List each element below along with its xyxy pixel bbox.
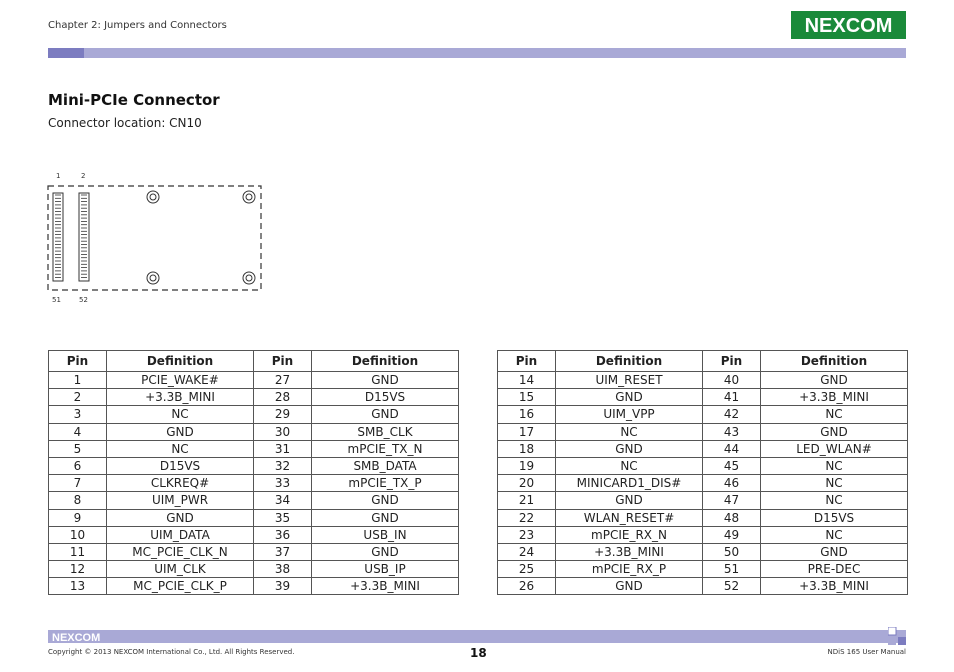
pin-definition-cell: NC: [761, 492, 908, 509]
table-row: [49, 509, 459, 526]
table-row: [49, 543, 459, 560]
mount-hole-bottom-right: [243, 272, 255, 284]
table-row: [49, 389, 459, 406]
table-row: [49, 561, 459, 578]
copyright: Copyright © 2013 NEXCOM International Co., Ltd. All Rights Reserved.: [48, 648, 295, 656]
pin-definition-cell: USB_IP: [312, 561, 459, 578]
pin-number-cell: 13: [49, 578, 107, 595]
pin-definition-cell: GND: [556, 440, 703, 457]
pin-definition-cell: GND: [556, 578, 703, 595]
pin-definition-cell: GND: [312, 543, 459, 560]
pin-number-cell: 2: [49, 389, 107, 406]
pin-definition-cell: +3.3B_MINI: [761, 389, 908, 406]
table-row: [498, 543, 908, 560]
pin-definition-cell: +3.3B_MINI: [107, 389, 254, 406]
pin-definition-cell: UIM_CLK: [107, 561, 254, 578]
pin-definition-cell: SMB_DATA: [312, 457, 459, 474]
pin-definition-cell: GND: [107, 423, 254, 440]
pin-number-cell: 11: [49, 543, 107, 560]
table-row: [498, 389, 908, 406]
header-pin: Pin: [254, 351, 312, 372]
pin-number-cell: 23: [498, 526, 556, 543]
pin-definition-cell: GND: [761, 372, 908, 389]
pin-definition-cell: GND: [107, 509, 254, 526]
footer-nexcom-logo: [52, 631, 108, 642]
pin-definition-cell: mPCIE_TX_N: [312, 440, 459, 457]
pin-definition-cell: SMB_CLK: [312, 423, 459, 440]
mount-hole-top-left: [147, 191, 159, 203]
pin-number-cell: 36: [254, 526, 312, 543]
table-row: [49, 440, 459, 457]
header-pin: Pin: [498, 351, 556, 372]
table-row: [498, 526, 908, 543]
nexcom-logo: [791, 11, 906, 39]
pin-number-cell: 39: [254, 578, 312, 595]
table-row: [49, 475, 459, 492]
pin-definition-cell: GND: [761, 423, 908, 440]
pin-number-cell: 20: [498, 475, 556, 492]
footer-logo-text: NEXCOM: [52, 632, 101, 642]
pin-definition-cell: CLKREQ#: [107, 475, 254, 492]
table-row: [49, 406, 459, 423]
logo-text: NEXCOM: [804, 15, 893, 37]
pin-number-cell: 47: [703, 492, 761, 509]
pin-number-cell: 18: [498, 440, 556, 457]
table-row: [498, 457, 908, 474]
table-row: [498, 423, 908, 440]
table-row: [498, 561, 908, 578]
pin-number-cell: 45: [703, 457, 761, 474]
pin-number-cell: 46: [703, 475, 761, 492]
pin-number-cell: 40: [703, 372, 761, 389]
pin-definition-cell: MC_PCIE_CLK_N: [107, 543, 254, 560]
pin-definition-cell: mPCIE_TX_P: [312, 475, 459, 492]
pin-definition-cell: LED_WLAN#: [761, 440, 908, 457]
header-definition: Definition: [107, 351, 254, 372]
pin-label-52: 52: [79, 296, 88, 304]
pin-label-2: 2: [81, 172, 86, 180]
table-row: [498, 492, 908, 509]
pin-number-cell: 27: [254, 372, 312, 389]
pin-definition-cell: D15VS: [761, 509, 908, 526]
mount-hole-bottom-left: [147, 272, 159, 284]
pin-number-cell: 51: [703, 561, 761, 578]
pin-number-cell: 44: [703, 440, 761, 457]
pin-definition-cell: USB_IN: [312, 526, 459, 543]
table-row: [49, 526, 459, 543]
page-number: 18: [470, 646, 487, 660]
connector-diagram: [44, 168, 268, 308]
pin-number-cell: 9: [49, 509, 107, 526]
table-row: [49, 578, 459, 595]
pin-number-cell: 5: [49, 440, 107, 457]
header-rule-accent: [48, 48, 84, 58]
pin-number-cell: 4: [49, 423, 107, 440]
pin-definition-cell: +3.3B_MINI: [761, 578, 908, 595]
pin-number-cell: 38: [254, 561, 312, 578]
table-row: [498, 372, 908, 389]
pin-number-cell: 14: [498, 372, 556, 389]
pin-number-cell: 32: [254, 457, 312, 474]
pin-number-cell: 43: [703, 423, 761, 440]
table-header-row: [49, 351, 459, 372]
pin-definition-cell: NC: [761, 406, 908, 423]
pin-definition-cell: GND: [556, 492, 703, 509]
pin-definition-cell: GND: [312, 492, 459, 509]
pin-definition-cell: UIM_PWR: [107, 492, 254, 509]
pin-definition-cell: MINICARD1_DIS#: [556, 475, 703, 492]
pin-definition-cell: NC: [556, 423, 703, 440]
pin-number-cell: 1: [49, 372, 107, 389]
pin-number-cell: 22: [498, 509, 556, 526]
table-row: [49, 457, 459, 474]
pin-number-cell: 26: [498, 578, 556, 595]
connector-location: Connector location: CN10: [48, 116, 202, 130]
pin-definition-cell: UIM_DATA: [107, 526, 254, 543]
pin-label-51: 51: [52, 296, 61, 304]
table-row: [498, 440, 908, 457]
pin-number-cell: 49: [703, 526, 761, 543]
pin-definition-cell: D15VS: [312, 389, 459, 406]
header-definition: Definition: [556, 351, 703, 372]
pin-number-cell: 6: [49, 457, 107, 474]
header-pin: Pin: [703, 351, 761, 372]
section-title: Mini-PCIe Connector: [48, 91, 220, 109]
pin-definition-cell: +3.3B_MINI: [312, 578, 459, 595]
header-pin: Pin: [49, 351, 107, 372]
pin-definition-cell: GND: [312, 406, 459, 423]
pin-definition-cell: PCIE_WAKE#: [107, 372, 254, 389]
pin-definition-cell: GND: [312, 372, 459, 389]
pin-definition-cell: GND: [312, 509, 459, 526]
pin-definition-cell: mPCIE_RX_N: [556, 526, 703, 543]
table-row: [498, 475, 908, 492]
mount-hole-top-right: [243, 191, 255, 203]
pin-number-cell: 41: [703, 389, 761, 406]
header-definition: Definition: [761, 351, 908, 372]
pin-definition-cell: MC_PCIE_CLK_P: [107, 578, 254, 595]
pin-number-cell: 33: [254, 475, 312, 492]
table-row: [49, 423, 459, 440]
header-rule: [48, 48, 906, 58]
pin-number-cell: 30: [254, 423, 312, 440]
pin-number-cell: 37: [254, 543, 312, 560]
pin-number-cell: 12: [49, 561, 107, 578]
corner-squares-icon: [888, 627, 906, 645]
pin-number-cell: 34: [254, 492, 312, 509]
manual-title: NDiS 165 User Manual: [827, 648, 906, 656]
pin-definition-cell: NC: [761, 475, 908, 492]
table-row: [498, 406, 908, 423]
pin-number-cell: 3: [49, 406, 107, 423]
pin-definition-cell: UIM_VPP: [556, 406, 703, 423]
header-definition: Definition: [312, 351, 459, 372]
pin-definition-cell: mPCIE_RX_P: [556, 561, 703, 578]
pin-number-cell: 15: [498, 389, 556, 406]
pin-number-cell: 24: [498, 543, 556, 560]
pin-definition-cell: NC: [761, 457, 908, 474]
pin-definition-cell: NC: [107, 440, 254, 457]
footer-rule: [48, 630, 906, 643]
pin-number-cell: 35: [254, 509, 312, 526]
pin-number-cell: 21: [498, 492, 556, 509]
pin-definition-cell: UIM_RESET: [556, 372, 703, 389]
table-header-row: [498, 351, 908, 372]
pin-number-cell: 7: [49, 475, 107, 492]
pin-number-cell: 8: [49, 492, 107, 509]
table-row: [498, 509, 908, 526]
pin-number-cell: 31: [254, 440, 312, 457]
table-row: [49, 372, 459, 389]
pin-definition-cell: WLAN_RESET#: [556, 509, 703, 526]
pin-number-cell: 42: [703, 406, 761, 423]
pin-definition-cell: NC: [761, 526, 908, 543]
table-row: [498, 578, 908, 595]
pin-definition-cell: NC: [556, 457, 703, 474]
pin-number-cell: 25: [498, 561, 556, 578]
pin-definition-cell: D15VS: [107, 457, 254, 474]
connector-pins: [55, 195, 87, 278]
pin-table-left: [48, 350, 459, 595]
chapter-heading: Chapter 2: Jumpers and Connectors: [48, 20, 227, 31]
pin-definition-cell: GND: [556, 389, 703, 406]
pin-number-cell: 10: [49, 526, 107, 543]
table-row: [49, 492, 459, 509]
card-outline: [48, 186, 261, 290]
pin-number-cell: 29: [254, 406, 312, 423]
pin-number-cell: 17: [498, 423, 556, 440]
pin-number-cell: 48: [703, 509, 761, 526]
pin-definition-cell: NC: [107, 406, 254, 423]
pin-label-1: 1: [56, 172, 61, 180]
pin-number-cell: 28: [254, 389, 312, 406]
pin-number-cell: 16: [498, 406, 556, 423]
pin-table-right: [497, 350, 908, 595]
pin-number-cell: 50: [703, 543, 761, 560]
pin-definition-cell: GND: [761, 543, 908, 560]
pin-number-cell: 19: [498, 457, 556, 474]
pin-number-cell: 52: [703, 578, 761, 595]
pin-definition-cell: +3.3B_MINI: [556, 543, 703, 560]
pin-definition-cell: PRE-DEC: [761, 561, 908, 578]
